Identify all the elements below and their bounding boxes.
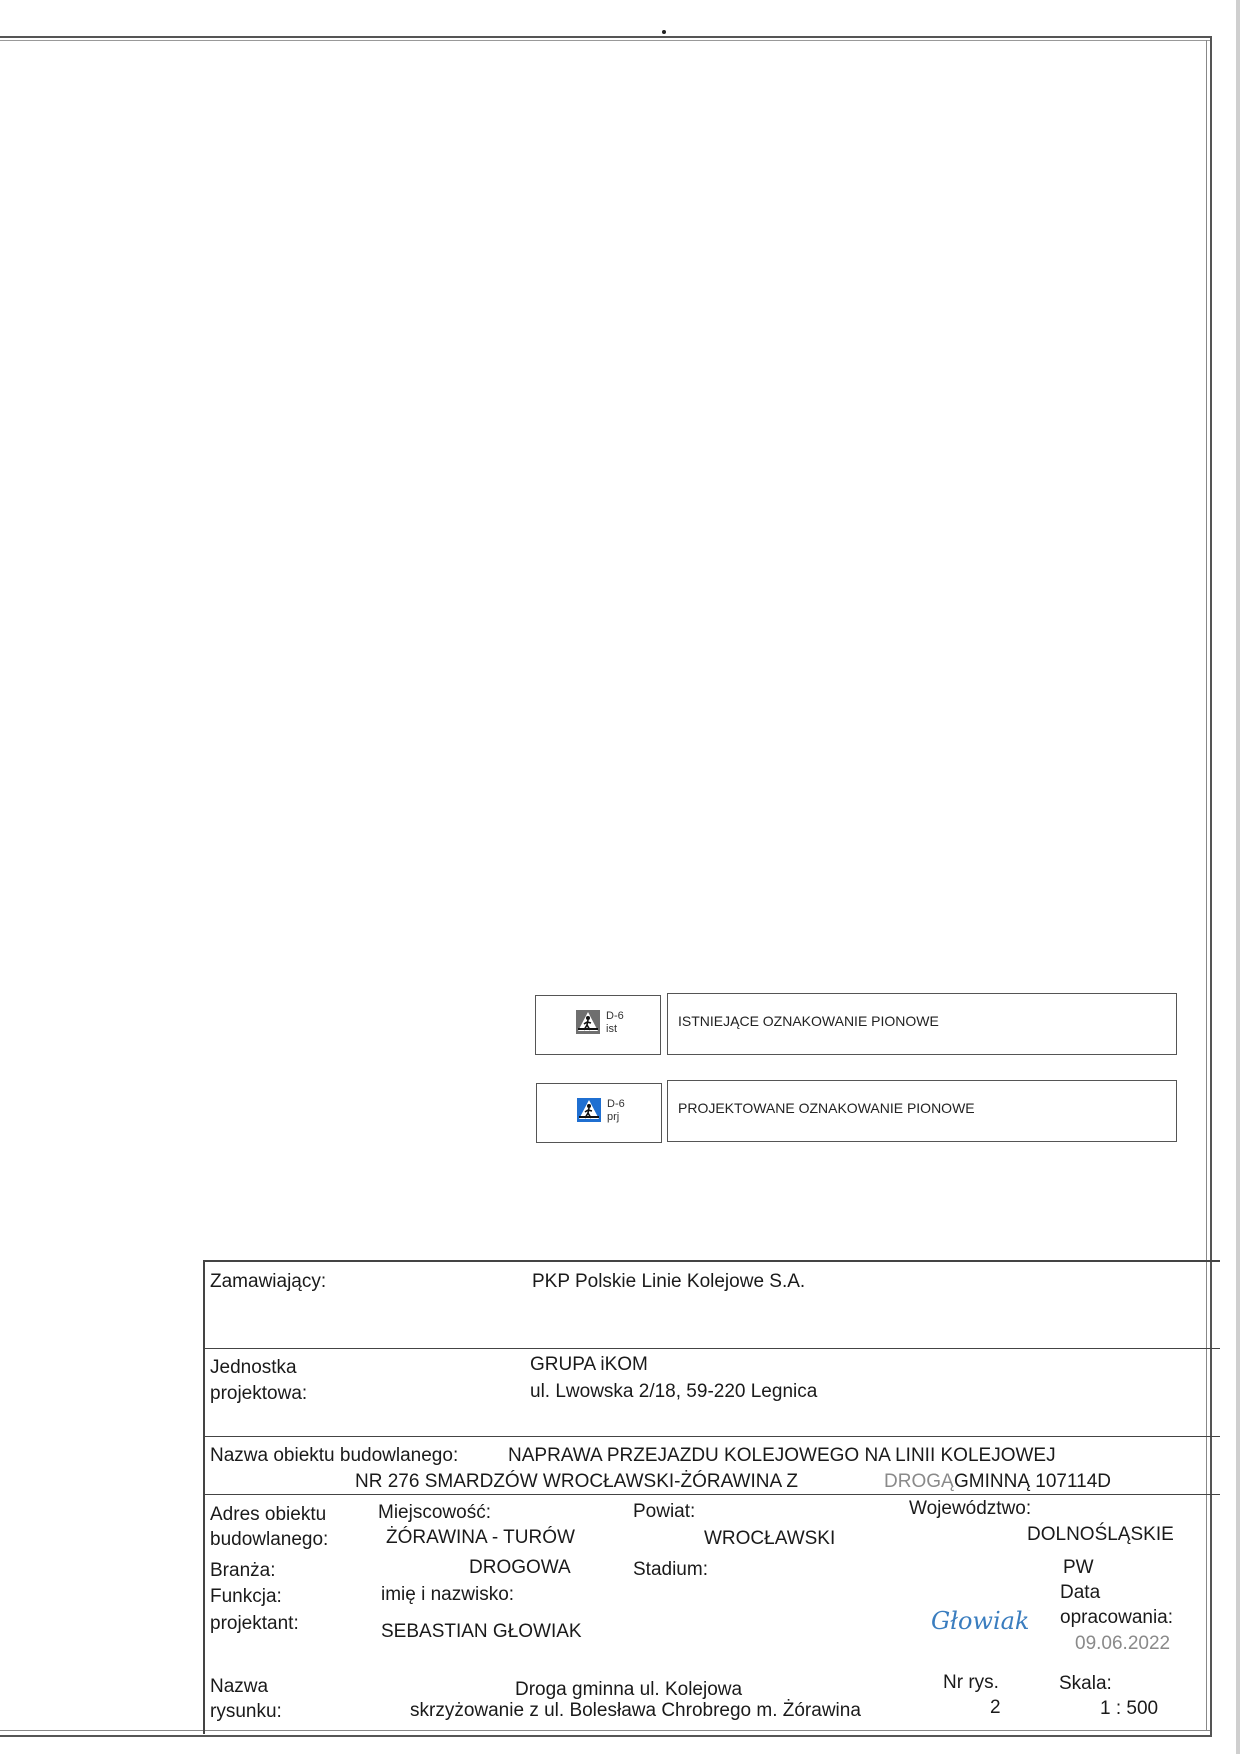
frame-top-line bbox=[0, 36, 1212, 38]
frame-top-line-inner bbox=[0, 40, 1210, 41]
data-value: 09.06.2022 bbox=[1075, 1633, 1171, 1654]
miejscowosc-label: Miejscowość: bbox=[378, 1502, 491, 1523]
nazwa-obiektu-line2c: GMINNĄ 107114D bbox=[954, 1471, 1111, 1492]
data-label-2: opracowania: bbox=[1060, 1607, 1174, 1628]
scan-dot bbox=[662, 30, 666, 34]
nazwa-rysunku-value-1: Droga gminna ul. Kolejowa bbox=[515, 1679, 743, 1700]
nazwa-rysunku-label-2: rysunku: bbox=[210, 1701, 282, 1722]
imie-label: imię i nazwisko: bbox=[381, 1584, 515, 1605]
data-label-1: Data bbox=[1060, 1582, 1101, 1603]
legend-label-projected: PROJEKTOWANE OZNAKOWANIE PIONOWE bbox=[678, 1100, 975, 1116]
title-block-divider-3 bbox=[203, 1494, 1220, 1495]
jednostka-value-1: GRUPA iKOM bbox=[530, 1354, 648, 1375]
jednostka-label-1: Jednostka bbox=[210, 1357, 297, 1378]
pedestrian-crossing-sign-blue-icon bbox=[577, 1098, 601, 1122]
title-block-divider-1 bbox=[203, 1348, 1220, 1349]
nazwa-obiektu-line2a: NR 276 SMARDZÓW WROCŁAWSKI-ŻÓRAWINA Z bbox=[355, 1471, 799, 1492]
legend-label-cell-projected bbox=[667, 1080, 1177, 1142]
legend-sign-sub: prj bbox=[607, 1111, 620, 1123]
jednostka-label-2: projektowa: bbox=[210, 1383, 308, 1404]
title-block-top-border bbox=[203, 1260, 1220, 1262]
branza-value: DROGOWA bbox=[469, 1557, 571, 1578]
projektant-value: SEBASTIAN GŁOWIAK bbox=[381, 1621, 582, 1642]
jednostka-value-2: ul. Lwowska 2/18, 59-220 Legnica bbox=[530, 1381, 818, 1402]
legend-sign-code: D-6 bbox=[607, 1098, 625, 1110]
legend-sign-cell-projected bbox=[536, 1083, 662, 1143]
legend-label-cell-existing bbox=[667, 993, 1177, 1055]
legend-sign-code: D-6 bbox=[606, 1010, 624, 1022]
nazwa-obiektu-line2b: DROGĄ bbox=[884, 1471, 954, 1492]
wojewodztwo-label: Województwo: bbox=[909, 1498, 1032, 1519]
zamawiajacy-value: PKP Polskie Linie Kolejowe S.A. bbox=[532, 1271, 806, 1292]
powiat-value: WROCŁAWSKI bbox=[704, 1528, 836, 1549]
skala-value: 1 : 500 bbox=[1100, 1698, 1159, 1719]
stadium-value: PW bbox=[1063, 1557, 1094, 1578]
right-edge-shadow bbox=[1236, 0, 1240, 1754]
adres-label-1: Adres obiektu bbox=[210, 1504, 327, 1525]
nazwa-rysunku-value-2: skrzyżowanie z ul. Bolesława Chrobrego m. Żórawina bbox=[410, 1700, 861, 1721]
title-block-divider-2 bbox=[203, 1436, 1220, 1437]
adres-label-2: budowlanego: bbox=[210, 1529, 329, 1550]
funkcja-label: Funkcja: bbox=[210, 1586, 282, 1607]
nr-rys-label: Nr rys. bbox=[943, 1672, 999, 1693]
powiat-label: Powiat: bbox=[633, 1501, 696, 1522]
pedestrian-crossing-sign-grey-icon bbox=[576, 1010, 600, 1034]
stadium-label: Stadium: bbox=[633, 1559, 708, 1580]
title-block bbox=[203, 1260, 1220, 1748]
title-block-left-border bbox=[203, 1260, 205, 1734]
nr-rys-value: 2 bbox=[990, 1697, 1001, 1718]
branza-label: Branża: bbox=[210, 1560, 276, 1581]
zamawiajacy-label: Zamawiający: bbox=[210, 1271, 327, 1292]
nazwa-obiektu-label: Nazwa obiektu budowlanego: bbox=[210, 1445, 459, 1466]
projektant-signature: Głowiak bbox=[931, 1607, 1030, 1635]
miejscowosc-value: ŻÓRAWINA - TURÓW bbox=[386, 1527, 575, 1548]
legend-sign-existing bbox=[576, 1010, 634, 1042]
projektant-label: projektant: bbox=[210, 1613, 299, 1634]
legend-sign-projected bbox=[577, 1098, 635, 1130]
legend-sign-cell-existing bbox=[535, 995, 661, 1055]
wojewodztwo-value: DOLNOŚLĄSKIE bbox=[1027, 1524, 1174, 1545]
legend-label-existing: ISTNIEJĄCE OZNAKOWANIE PIONOWE bbox=[678, 1013, 939, 1029]
nazwa-rysunku-label-1: Nazwa bbox=[210, 1676, 269, 1697]
nazwa-obiektu-line1: NAPRAWA PRZEJAZDU KOLEJOWEGO NA LINII KOLEJOWEJ bbox=[508, 1445, 1056, 1466]
skala-label: Skala: bbox=[1059, 1673, 1112, 1694]
legend-sign-sub: ist bbox=[606, 1023, 617, 1035]
